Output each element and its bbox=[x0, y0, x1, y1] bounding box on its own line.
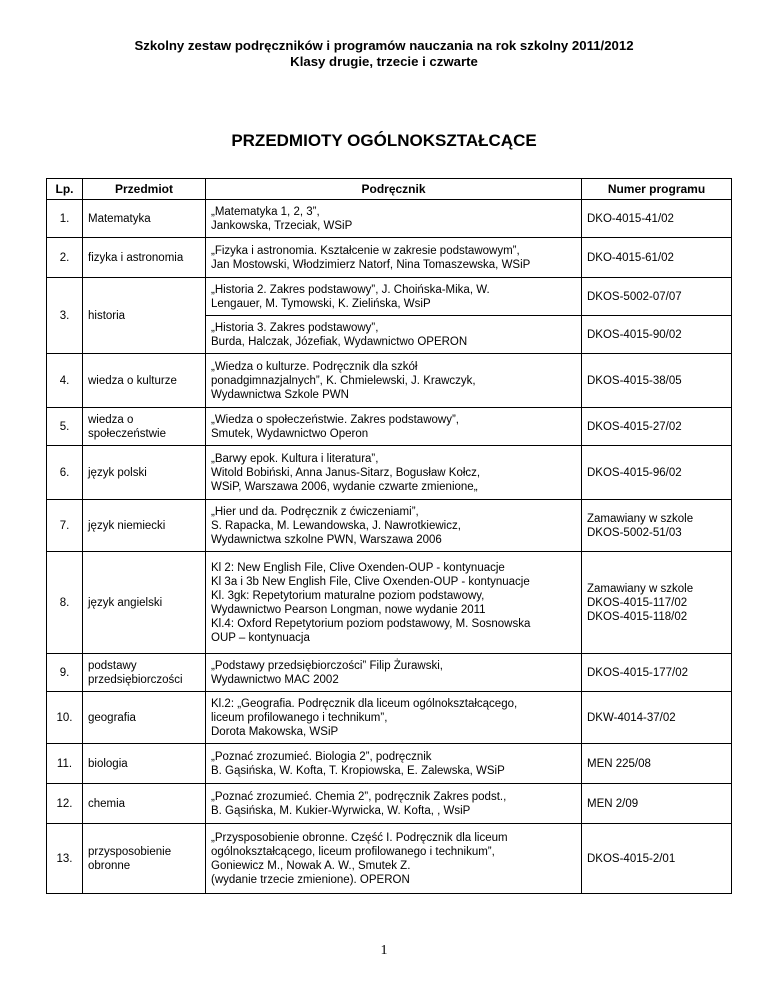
subject-cell bbox=[83, 654, 206, 692]
book-cell-line: Kl 2: New English File, Clive Oxenden-OUP - kontynuacje bbox=[211, 561, 505, 574]
table-row bbox=[47, 654, 732, 692]
book-cell bbox=[206, 446, 582, 500]
row-number: 9. bbox=[47, 654, 83, 692]
book-cell-line: ogólnokształcącego, liceum profilowanego i technikum”, bbox=[211, 845, 495, 858]
program-cell-line: DKW-4014-37/02 bbox=[587, 711, 676, 724]
subject-cell-line: Matematyka bbox=[88, 212, 151, 225]
program-cell bbox=[582, 824, 732, 894]
subject-cell bbox=[83, 784, 206, 824]
subject-cell-line: obronne bbox=[88, 859, 131, 872]
subject-cell bbox=[83, 200, 206, 238]
program-cell-line: DKOS-4015-2/01 bbox=[587, 852, 676, 865]
book-cell-line: Jan Mostowski, Włodzimierz Natorf, Nina Tomaszewska, WSiP bbox=[211, 258, 531, 271]
book-cell-line: Goniewicz M., Nowak A. W., Smutek Z. bbox=[211, 859, 411, 872]
program-cell bbox=[582, 552, 732, 654]
program-cell-line: Zamawiany w szkole bbox=[587, 512, 694, 525]
program-cell-line: DKOS-4015-27/02 bbox=[587, 420, 682, 433]
header-subject: Przedmiot bbox=[83, 179, 206, 200]
subject-cell-line: podstawy bbox=[88, 659, 137, 672]
book-cell-line: „Wiedza o kulturze. Podręcznik dla szkół bbox=[211, 360, 418, 373]
book-cell-line: Burda, Halczak, Józefiak, Wydawnictwo OPERON bbox=[211, 335, 468, 348]
table-row bbox=[47, 824, 732, 894]
program-cell-line: MEN 225/08 bbox=[587, 757, 651, 770]
table-row bbox=[47, 744, 732, 784]
book-cell bbox=[206, 354, 582, 408]
subject-cell-line: przysposobienie bbox=[88, 845, 172, 858]
book-cell-line: liceum profilowanego i technikum”, bbox=[211, 711, 388, 724]
book-cell bbox=[206, 784, 582, 824]
book-cell-line: „Historia 3. Zakres podstawowy”, bbox=[211, 321, 379, 334]
subject-cell bbox=[83, 354, 206, 408]
book-cell bbox=[206, 744, 582, 784]
book-cell-line: Kl. 3gk: Repetytorium maturalne poziom podstawowy, bbox=[211, 589, 485, 602]
row-number: 11. bbox=[47, 744, 83, 784]
subject-cell-line: geografia bbox=[88, 711, 136, 724]
program-cell-line: DKOS-5002-51/03 bbox=[587, 526, 682, 539]
subject-cell bbox=[83, 824, 206, 894]
program-cell-line: DKOS-4015-90/02 bbox=[587, 328, 682, 341]
book-cell-line: Jankowska, Trzeciak, WSiP bbox=[211, 219, 353, 232]
subject-cell-line: społeczeństwie bbox=[88, 427, 166, 440]
program-cell bbox=[582, 784, 732, 824]
table-row bbox=[47, 200, 732, 238]
subject-cell-line: wiedza o kulturze bbox=[88, 374, 177, 387]
subject-cell-line: przedsiębiorczości bbox=[88, 673, 183, 686]
table-row bbox=[47, 552, 732, 654]
program-cell bbox=[582, 200, 732, 238]
program-cell-line: DKOS-4015-117/02 bbox=[587, 596, 688, 609]
program-cell bbox=[582, 238, 732, 278]
book-cell-line: „Hier und da. Podręcznik z ćwiczeniami”, bbox=[211, 505, 419, 518]
book-cell-line: Dorota Makowska, WSiP bbox=[211, 725, 339, 738]
book-cell-line: „Barwy epok. Kultura i literatura”, bbox=[211, 452, 379, 465]
subject-cell bbox=[83, 238, 206, 278]
book-cell-line: „Historia 2. Zakres podstawowy”, J. Choińska-Mika, W. bbox=[211, 283, 490, 296]
book-cell-line: „Poznać zrozumieć. Chemia 2”, podręcznik Zakres podst., bbox=[211, 790, 507, 803]
row-number: 13. bbox=[47, 824, 83, 894]
program-cell bbox=[582, 500, 732, 552]
book-cell-line: ponadgimnazjalnych”, K. Chmielewski, J. Krawczyk, bbox=[211, 374, 476, 387]
table-row bbox=[47, 692, 732, 744]
subject-cell-line: język polski bbox=[88, 466, 147, 479]
book-cell-line: „Matematyka 1, 2, 3”, bbox=[211, 205, 320, 218]
subject-cell bbox=[83, 500, 206, 552]
program-cell-line: DKOS-5002-07/07 bbox=[587, 290, 682, 303]
book-cell-line: (wydanie trzecie zmienione). OPERON bbox=[211, 873, 410, 886]
book-cell-line: „Poznać zrozumieć. Biologia 2”, podręcznik bbox=[211, 750, 432, 763]
program-cell-line: DKO-4015-41/02 bbox=[587, 212, 674, 225]
section-title: PRZEDMIOTY OGÓLNOKSZTAŁCĄCE bbox=[231, 131, 537, 150]
book-cell-line: B. Gąsińska, W. Kofta, T. Kropiowska, E. Zalewska, WSiP bbox=[211, 764, 505, 777]
subject-cell-line: język niemiecki bbox=[88, 519, 166, 532]
program-cell bbox=[582, 354, 732, 408]
program-cell bbox=[582, 446, 732, 500]
book-cell-line: S. Rapacka, M. Lewandowska, J. Nawrotkiewicz, bbox=[211, 519, 461, 532]
book-cell bbox=[206, 824, 582, 894]
book-cell-line: Lengauer, M. Tymowski, K. Zielińska, WsiP bbox=[211, 297, 431, 310]
book-cell-line: „Wiedza o społeczeństwie. Zakres podstawowy”, bbox=[211, 413, 459, 426]
book-cell bbox=[206, 316, 582, 354]
book-cell-line: Wydawnictwa szkolne PWN, Warszawa 2006 bbox=[211, 533, 442, 546]
book-cell bbox=[206, 692, 582, 744]
book-cell bbox=[206, 654, 582, 692]
program-cell bbox=[582, 278, 732, 316]
program-cell-line: MEN 2/09 bbox=[587, 797, 639, 810]
subject-cell bbox=[83, 408, 206, 446]
subject-cell bbox=[83, 552, 206, 654]
subject-cell bbox=[83, 692, 206, 744]
textbook-table bbox=[46, 178, 732, 894]
row-number: 8. bbox=[47, 552, 83, 654]
book-cell-line: Wydawnictwo MAC 2002 bbox=[211, 673, 339, 686]
subject-cell-line: język angielski bbox=[88, 596, 163, 609]
program-cell bbox=[582, 744, 732, 784]
subject-cell-line: fizyka i astronomia bbox=[88, 251, 184, 264]
subject-cell-line: historia bbox=[88, 309, 126, 322]
book-cell-line: Kl.4: Oxford Repetytorium poziom podstawowy, M. Sosnowska bbox=[211, 617, 531, 630]
row-number: 6. bbox=[47, 446, 83, 500]
book-cell-line: OUP – kontynuacja bbox=[211, 631, 310, 644]
book-cell bbox=[206, 200, 582, 238]
subject-cell-line: biologia bbox=[88, 757, 128, 770]
program-cell-line: DKOS-4015-96/02 bbox=[587, 466, 682, 479]
row-number: 2. bbox=[47, 238, 83, 278]
row-number: 10. bbox=[47, 692, 83, 744]
table-body bbox=[47, 200, 732, 894]
subject-cell-line: wiedza o bbox=[88, 413, 134, 426]
book-cell-line: Witold Bobiński, Anna Janus-Sitarz, Bogusław Kołcz, bbox=[211, 466, 481, 479]
book-cell bbox=[206, 238, 582, 278]
table-row bbox=[47, 238, 732, 278]
book-cell-line: B. Gąsińska, M. Kukier-Wyrwicka, W. Kofta, , WsiP bbox=[211, 804, 471, 817]
program-cell bbox=[582, 408, 732, 446]
subject-cell bbox=[83, 446, 206, 500]
row-number: 5. bbox=[47, 408, 83, 446]
table-row bbox=[47, 500, 732, 552]
book-cell bbox=[206, 552, 582, 654]
book-cell-line: Wydawnictwa Szkole PWN bbox=[211, 388, 349, 401]
table-row bbox=[47, 278, 732, 316]
document-header bbox=[0, 38, 768, 70]
program-cell bbox=[582, 692, 732, 744]
row-number: 1. bbox=[47, 200, 83, 238]
program-cell-line: Zamawiany w szkole bbox=[587, 582, 694, 595]
page-number: 1 bbox=[380, 943, 388, 958]
subject-cell bbox=[83, 744, 206, 784]
program-cell bbox=[582, 654, 732, 692]
program-cell-line: DKOS-4015-38/05 bbox=[587, 374, 682, 387]
table-header-row bbox=[47, 179, 732, 200]
row-number: 3. bbox=[47, 278, 83, 354]
book-cell-line: Wydawnictwo Pearson Longman, nowe wydanie 2011 bbox=[211, 603, 486, 616]
book-cell-line: „Fizyka i astronomia. Kształcenie w zakresie podstawowym”, bbox=[211, 244, 520, 257]
header-program: Numer programu bbox=[582, 179, 732, 200]
subject-cell bbox=[83, 278, 206, 354]
book-cell bbox=[206, 408, 582, 446]
header-title: Szkolny zestaw podręczników i programów nauczania na rok szkolny 2011/2012 bbox=[134, 38, 634, 53]
book-cell-line: „Podstawy przedsiębiorczości” Filip Żurawski, bbox=[211, 659, 443, 672]
book-cell bbox=[206, 278, 582, 316]
program-cell-line: DKOS-4015-118/02 bbox=[587, 610, 688, 623]
header-lp: Lp. bbox=[47, 179, 83, 200]
book-cell-line: WSiP, Warszawa 2006, wydanie czwarte zmienione„ bbox=[211, 480, 478, 493]
table-row bbox=[47, 408, 732, 446]
book-cell-line: Smutek, Wydawnictwo Operon bbox=[211, 427, 369, 440]
table-row bbox=[47, 446, 732, 500]
table-row bbox=[47, 354, 732, 408]
program-cell-line: DKOS-4015-177/02 bbox=[587, 666, 689, 679]
book-cell bbox=[206, 500, 582, 552]
book-cell-line: Kl.2: „Geografia. Podręcznik dla liceum ogólnokształcącego, bbox=[211, 697, 518, 710]
row-number: 4. bbox=[47, 354, 83, 408]
header-subtitle: Klasy drugie, trzecie i czwarte bbox=[290, 54, 478, 69]
header-book: Podręcznik bbox=[206, 179, 582, 200]
book-cell-line: Kl 3a i 3b New English File, Clive Oxenden-OUP - kontynuacje bbox=[211, 575, 530, 588]
book-cell-line: „Przysposobienie obronne. Część I. Podręcznik dla liceum bbox=[211, 831, 508, 844]
subject-cell-line: chemia bbox=[88, 797, 126, 810]
table-row bbox=[47, 784, 732, 824]
row-number: 12. bbox=[47, 784, 83, 824]
program-cell-line: DKO-4015-61/02 bbox=[587, 251, 674, 264]
program-cell bbox=[582, 316, 732, 354]
row-number: 7. bbox=[47, 500, 83, 552]
